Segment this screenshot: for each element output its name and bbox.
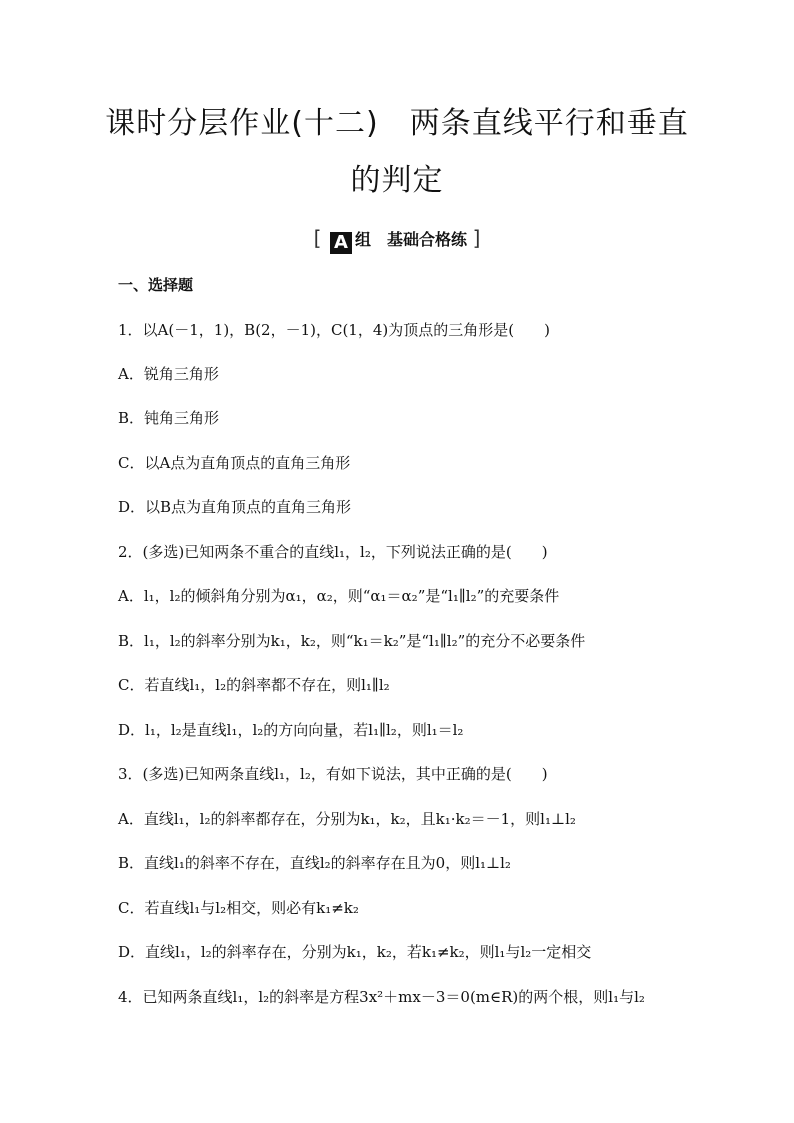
open-bracket: [: [313, 226, 322, 250]
option-2b: B．l₁，l₂的斜率分别为k₁，k₂，则“k₁＝k₂”是“l₁∥l₂”的充分不必要条件: [118, 632, 586, 650]
group-label: 组 基础合格练: [354, 230, 467, 249]
page-title-line2: 的判定: [350, 163, 444, 198]
option-3d: D．直线l₁，l₂的斜率存在，分别为k₁，k₂，若k₁≠k₂，则l₁与l₂一定相交: [118, 943, 592, 961]
option-1d: D．以B点为直角顶点的直角三角形: [118, 498, 352, 516]
question-4: 4．已知两条直线l₁，l₂的斜率是方程3x²＋mx－3＝0(m∈R)的两个根，则l₁与l₂: [118, 988, 645, 1006]
option-1c: C．以A点为直角顶点的直角三角形: [118, 454, 351, 472]
option-3b: B．直线l₁的斜率不存在，直线l₂的斜率存在且为0，则l₁⊥l₂: [118, 854, 511, 872]
close-bracket: ]: [472, 226, 481, 250]
option-1a: A．锐角三角形: [118, 365, 219, 383]
page-title-line1: 课时分层作业(十二) 两条直线平行和垂直: [105, 106, 689, 141]
question-2: 2．(多选)已知两条不重合的直线l₁，l₂，下列说法正确的是( ): [118, 543, 548, 561]
option-2a: A．l₁，l₂的倾斜角分别为α₁，α₂，则“α₁＝α₂”是“l₁∥l₂”的充要条件: [118, 587, 560, 605]
question-1: 1．以A(－1，1)，B(2，－1)，C(1，4)为顶点的三角形是( ): [118, 321, 550, 339]
option-2d: D．l₁，l₂是直线l₁，l₂的方向向量，若l₁∥l₂，则l₁＝l₂: [118, 721, 464, 739]
option-3c: C．若直线l₁与l₂相交，则必有k₁≠k₂: [118, 899, 359, 917]
question-3: 3．(多选)已知两条直线l₁，l₂，有如下说法，其中正确的是( ): [118, 765, 548, 783]
option-3a: A．直线l₁，l₂的斜率都存在，分别为k₁，k₂，且k₁·k₂＝－1，则l₁⊥l₂: [118, 810, 576, 828]
option-2c: C．若直线l₁，l₂的斜率都不存在，则l₁∥l₂: [118, 676, 390, 694]
option-1b: B．钝角三角形: [118, 409, 220, 427]
group-badge: A: [330, 232, 352, 254]
section-heading: 一、选择题: [118, 276, 194, 294]
group-header: [0, 226, 794, 254]
